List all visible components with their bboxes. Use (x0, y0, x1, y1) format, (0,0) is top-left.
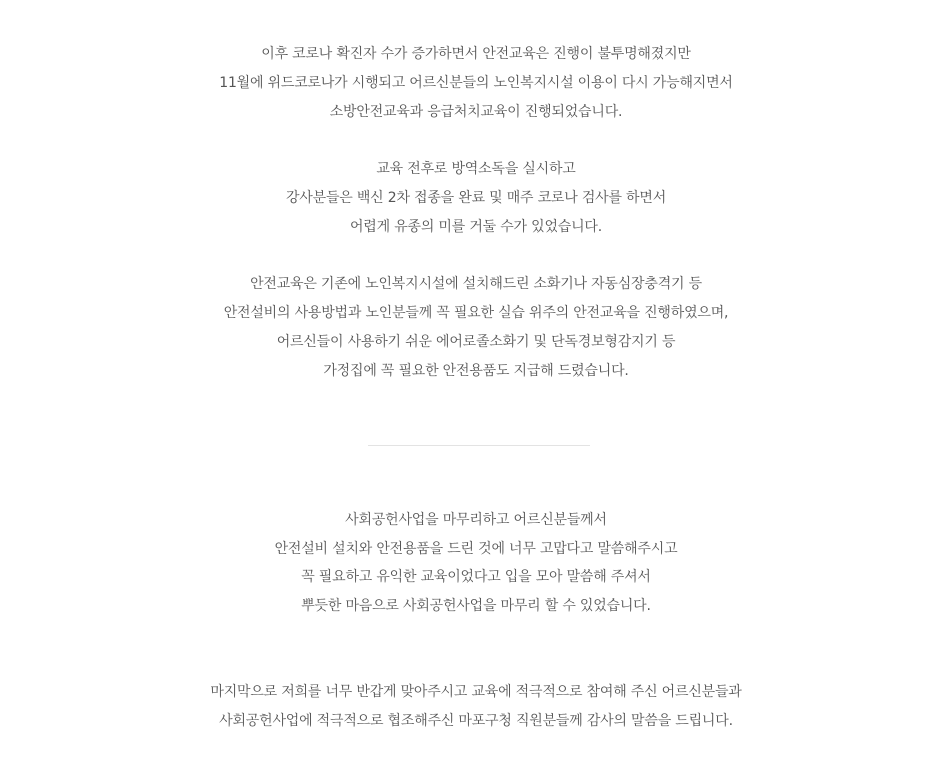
paragraph-line: 안전설비 설치와 안전용품을 드린 것에 너무 고맙다고 말씀해주시고 (274, 541, 678, 557)
paragraph-line: 뿌듯한 마음으로 사회공헌사업을 마무리 할 수 있었습니다. (301, 598, 651, 614)
paragraph-line: 강사분들은 백신 2차 접종을 완료 및 매주 코로나 검사를 하면서 (285, 190, 667, 206)
paragraph-line: 마지막으로 저희를 너무 반갑게 맞아주시고 교육에 적극적으로 참여해 주신 어르신분들과 (210, 684, 742, 700)
paragraph-line: 어르신들이 사용하기 쉬운 에어로졸소화기 및 단독경보형감지기 등 (276, 334, 676, 350)
paragraph-line: 사회공헌사업을 마무리하고 어르신분들께서 (345, 512, 607, 528)
paragraph-line: 교육 전후로 방역소독을 실시하고 (376, 161, 576, 177)
paragraph-line: 안전설비의 사용방법과 노인분들께 꼭 필요한 실습 위주의 안전교육을 진행하였으며, (223, 305, 729, 321)
paragraph-line: 이후 코로나 확진자 수가 증가하면서 안전교육은 진행이 불투명해졌지만 (261, 46, 691, 62)
paragraph-line: 가정집에 꼭 필요한 안전용품도 지급해 드렸습니다. (323, 363, 629, 379)
paragraph-line: 소방안전교육과 응급처치교육이 진행되었습니다. (329, 104, 623, 120)
paragraph-line: 사회공헌사업에 적극적으로 협조해주신 마포구청 직원분들께 감사의 말씀을 드립니다. (219, 713, 733, 729)
section-divider (368, 445, 590, 446)
paragraph-line: 어렵게 유종의 미를 거둘 수가 있었습니다. (349, 219, 602, 235)
paragraph-line: 안전교육은 기존에 노인복지시설에 설치해드린 소화기나 자동심장충격기 등 (250, 276, 702, 292)
paragraph-line: 꼭 필요하고 유익한 교육이었다고 입을 모아 말씀해 주셔서 (301, 569, 651, 585)
paragraph-line: 11월에 위드코로나가 시행되고 어르신분들의 노인복지시설 이용이 다시 가능해지면서 (219, 75, 733, 91)
